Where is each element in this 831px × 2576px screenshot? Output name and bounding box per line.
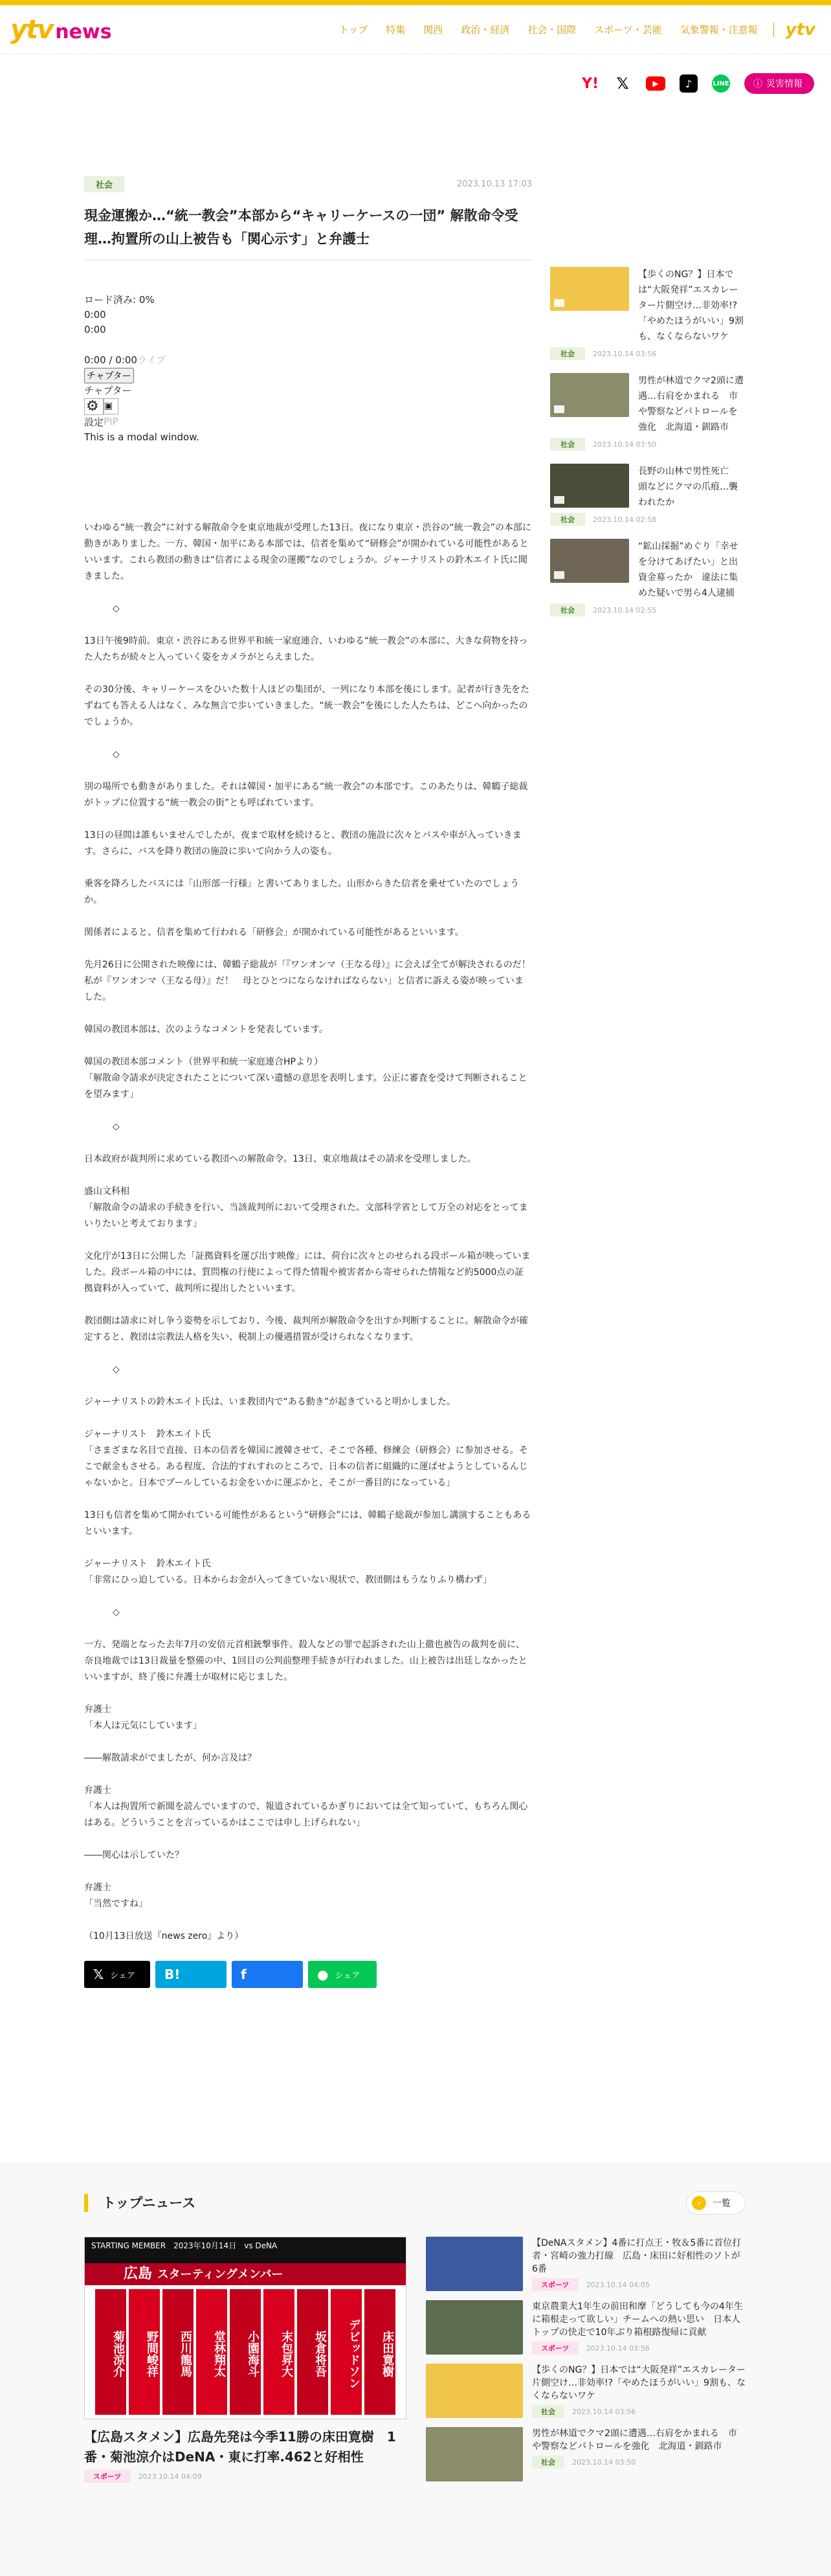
news-date: 2023.10.14 03:56 xyxy=(572,2407,636,2416)
top-news-heading: トップニュース xyxy=(84,2194,195,2212)
news-title: 東京農業大1年生の前田和摩「どうしても今の4年生に箱根走って欲しい」チームへの熱い思い 日本人トップの快走で10年ぶり箱根路復帰に貢献 xyxy=(532,2301,743,2338)
news-title: 【歩くのNG？】日本では“大阪発祥”エスカレーター片側空け…非効率!?「やめたほうがいい」9割も、なくならないワケ xyxy=(532,2365,746,2401)
article-paragraph: 韓国の教団本部コメント（世界平和統一家庭連合HPより） 「解散命令請求が決定されたことについて深い遺憾の意思を表明します。公正に審査を受けて判断されることを望みます」 xyxy=(84,1057,527,1100)
sidebar-article[interactable] xyxy=(550,373,744,451)
article-paragraph: 文化庁が13日に公開した「証拠資料を運び出す映像」には、荷台に次々とのせられる段ボール箱が映っていました。段ボール箱の中には、質問権の行使によって得た情報や被害者から寄せられた情報など約5000点の証拠資料が入っていて、裁判所に提出したといいます。 xyxy=(84,1251,531,1294)
sidebar-article-title: 男性が林道でクマ2頭に遭遇…右肩をかまれる 市や警察などパトロールを強化 北海道・釧路市 xyxy=(638,376,744,433)
line-icon: ● xyxy=(317,1967,329,1982)
article-thumbnail xyxy=(550,373,629,417)
ytv-brand-link[interactable]: ytv xyxy=(785,19,815,40)
play-icon xyxy=(554,405,564,413)
section-divider-diamond: ◇ xyxy=(113,1364,120,1375)
pip-icon[interactable]: ▣ xyxy=(104,398,118,414)
lineup-player: 野間峻祥 xyxy=(129,2289,160,2415)
article-paragraph: その30分後、キャリーケースをひいた数十人ほどの集団が、一列になり本部を後にします。記者が行き先をたずねても答える人はなく、みな無言で歩いていきました。“統一教会”を後にした人たちは、どこへ向かったのでしょうか。 xyxy=(84,684,529,727)
article-category-badge[interactable]: 社会 xyxy=(84,176,124,192)
article-paragraph: 弁護士 「本人は拘置所で新聞を読んでいますので、報道されているかぎりにおいては全て知っていて、もちろん関心はある。どういうことを言っているかはここでは申し上げられない」 xyxy=(84,1785,528,1828)
x-icon: 𝕏 xyxy=(93,1967,104,1982)
info-icon: ⓘ xyxy=(753,79,762,89)
modal-window-text: This is a modal window. xyxy=(84,431,199,443)
chapters-label: チャプター xyxy=(84,385,132,396)
top-news-item[interactable] xyxy=(426,2300,746,2355)
article-paragraph: 13日午後9時前。東京・渋谷にある世界平和統一家庭連合、いわゆる“統一教会”の本部に、大きな荷物を持った人たちが続々と入っていく姿をカメラがとらえました。 xyxy=(84,636,528,662)
social-links xyxy=(0,54,831,100)
site-logo[interactable]: ytv news xyxy=(10,14,112,45)
nav-feature[interactable]: 特集 xyxy=(386,24,406,36)
nav-society-international[interactable]: 社会・国際 xyxy=(527,24,577,36)
news-date: 2023.10.14 03:56 xyxy=(586,2344,650,2353)
share-line-button[interactable]: ● シェア xyxy=(308,1961,377,1988)
category-tag[interactable]: 社会 xyxy=(532,2456,564,2469)
category-tag[interactable]: 社会 xyxy=(532,2405,564,2418)
play-icon xyxy=(554,571,564,579)
news-title: 男性が林道でクマ2頭に遭遇…右肩をかまれる 市や警察などパトロールを強化 北海道・釧路市 xyxy=(532,2428,737,2452)
related-sidebar xyxy=(550,100,744,1988)
feature-tag[interactable]: スポーツ xyxy=(84,2470,131,2483)
global-nav xyxy=(330,20,815,40)
article-date: 2023.10.14 03:56 xyxy=(593,349,657,358)
article-paragraph: 13日の昼間は誰もいませんでしたが、夜まで取材を続けると、教団の施設に次々とバスや車が入っていきます。さらに、バスを降り教団の施設に歩いて向かう人の姿も。 xyxy=(84,830,522,857)
line-icon[interactable]: LINE xyxy=(712,74,730,93)
share-hatena-button[interactable] xyxy=(155,1961,227,1988)
share-buttons xyxy=(84,1961,532,1988)
article-paragraph: 韓国の教団本部は、次のようなコメントを発表しています。 xyxy=(84,1024,328,1035)
site-header xyxy=(0,5,831,54)
article-thumbnail xyxy=(550,539,629,583)
news-thumbnail xyxy=(426,2427,523,2481)
news-thumbnail xyxy=(426,2300,523,2355)
facebook-icon: f xyxy=(241,1967,247,1982)
article-date: 2023.10.14 03:50 xyxy=(593,440,657,449)
lineup-player: 末包昇大 xyxy=(263,2289,294,2415)
category-tag[interactable]: スポーツ xyxy=(532,2342,579,2355)
article-paragraph: 弁護士 「本人は元気にしています」 xyxy=(84,1704,202,1731)
article-date: 2023.10.14 02:55 xyxy=(593,605,657,615)
category-tag[interactable]: 社会 xyxy=(550,604,585,616)
article-paragraph: 一方、発端となった去年7月の安倍元首相銃撃事件。殺人などの罪で起訴された山上徹也被告の裁判を前に、奈良地裁では13日裁量を整備の中、1回目の公判前整理手続きが行われました。山上被告は出廷しなかったといいますが、終了後に弁護士が取材に応じました。 xyxy=(84,1640,527,1682)
sidebar-article-title: “鉱山採掘”めぐり「幸せを分けてあげたい」と出資金募ったか 違法に集めた疑いで男ら4人逮捕 xyxy=(638,541,738,598)
settings-gear-icon[interactable]: ⚙ xyxy=(84,398,104,415)
article-paragraph: ――関心は示していた？ xyxy=(84,1850,184,1860)
article-paragraph: 盛山文科相 「解散命令の請求の手続きを行い、当該裁判所において受理された。文部科学省として万全の対応をとってまいりたいと考えております」 xyxy=(84,1186,528,1229)
news-thumbnail xyxy=(426,2237,523,2291)
article-body xyxy=(84,520,540,1945)
chapters-button[interactable]: チャプター xyxy=(84,368,134,383)
top-news-item[interactable] xyxy=(426,2237,746,2291)
share-x-button[interactable]: 𝕏 シェア xyxy=(84,1961,150,1988)
news-date: 2023.10.14 03:50 xyxy=(572,2457,636,2467)
article-main xyxy=(84,100,540,1988)
video-player[interactable] xyxy=(84,277,532,445)
article-paragraph: 教団側は請求に対し争う姿勢を示しており、今後、裁判所が解散命令を出すか判断することに。解散命令が確定すると、教団は宗教法人格を失い、税制上の優遇措置が受けられなくなります。 xyxy=(84,1316,528,1342)
article-paragraph: 先月26日に公開された映像には、韓鶴子総裁が「『ワンオンマ（王なる母）』に会えば全てが解決されるのだ！ 私が『ワンオンマ（王なる母）』だ！ 母とひとつにならなければならない」と信者に訴える姿が映っていました。 xyxy=(84,960,540,1002)
duration: 0:00 xyxy=(84,324,106,335)
article-paragraph: 13日も信者を集めて開かれている可能性があるという“研修会”には、韓鶴子総裁が参加し講演することもあるといいます。 xyxy=(84,1510,531,1537)
news-title: 【DeNAスタメン】4番に打点王・牧＆5番に首位打者・宮崎の強力打線 広島・床田に好相性のソトが6番 xyxy=(532,2238,742,2274)
live-button[interactable]: ライブ xyxy=(137,354,166,366)
x-icon[interactable]: 𝕏 xyxy=(616,74,629,93)
section-divider-diamond: ◇ xyxy=(113,1607,120,1618)
article-thumbnail xyxy=(550,267,629,311)
article-paragraph: 関係者によると、信者を集めて行われる「研修会」が開かれている可能性があるといいます。 xyxy=(84,927,464,938)
play-icon xyxy=(554,496,564,504)
disaster-info-button[interactable]: ⓘ 災害情報 xyxy=(744,73,814,94)
category-tag[interactable]: 社会 xyxy=(550,347,585,360)
time-progress: 0:00 / 0:00 xyxy=(84,354,137,366)
article-paragraph: ジャーナリスト 鈴木エイト氏 「さまざまな名目で直接、日本の信者を韓国に渡韓させて、そこで各種、修練会（研修会）に参加させる。そこで献金もさせる。ある程度、合法的すれすれのところで、日本の信者に組織的に運ばせようとしているんじゃないかと。日本でプールしているお金をいかに運ぶかと、そこが一番目的になっている」 xyxy=(84,1429,528,1488)
lineup-player: 床田寛樹 xyxy=(364,2289,395,2415)
tiktok-icon[interactable]: ♪ xyxy=(680,74,698,93)
section-divider-diamond: ◇ xyxy=(113,604,120,614)
article-paragraph: 乗客を降ろしたバスには「山形部一行様」と書いてありました。山形からきた信者を乗せていたのでしょうか。 xyxy=(84,879,519,905)
yahoo-icon[interactable]: Y! xyxy=(582,75,599,92)
nav-politics-economy[interactable]: 政治・経済 xyxy=(461,24,510,36)
lineup-player: 堂林翔太 xyxy=(196,2289,227,2415)
lineup-player: デビッドソン xyxy=(331,2289,362,2415)
top-news-list xyxy=(426,2237,746,2491)
news-thumbnail xyxy=(426,2364,523,2418)
sidebar-article[interactable] xyxy=(550,267,744,360)
news-date: 2023.10.14 04:05 xyxy=(586,2280,650,2289)
top-news-section xyxy=(0,2163,831,2576)
category-tag[interactable]: 社会 xyxy=(550,438,585,451)
share-facebook-button[interactable] xyxy=(232,1961,303,1988)
article-paragraph: （10月13日放送『news zero』より） xyxy=(84,1931,244,1941)
feature-title: 【広島スタメン】広島先発は今季11勝の床田寛樹 1番・菊池涼介はDeNA・東に打率.462と好相性 xyxy=(84,2429,396,2465)
sidebar-article-title: 【歩くのNG？】日本では“大阪発祥”エスカレーター片側空け…非効率!?「やめたほうがいい」9割も、なくならないワケ xyxy=(638,269,744,342)
arrow-right-icon: › xyxy=(692,2196,706,2210)
article-paragraph: ――解散請求がでましたが、何か言及は？ xyxy=(84,1753,256,1763)
hatena-icon: B! xyxy=(164,1967,181,1982)
current-time: 0:00 xyxy=(84,309,106,321)
sidebar-article[interactable] xyxy=(550,464,744,526)
category-tag[interactable]: スポーツ xyxy=(532,2278,579,2291)
feature-date: 2023.10.14 04:09 xyxy=(138,2472,202,2481)
article-paragraph: ジャーナリスト 鈴木エイト氏 「非常にひっ迫している。日本からお金が入ってきていない現状で、教団側はもうなりふり構わず」 xyxy=(84,1559,492,1585)
section-divider-diamond: ◇ xyxy=(113,749,120,760)
youtube-icon[interactable]: ▶ xyxy=(646,76,665,91)
settings-label: 設定 xyxy=(84,416,104,428)
article-paragraph: 別の場所でも動きがありました。それは韓国・加平にある“統一教会”の本部です。このあたりは、韓鶴子総裁がトップに位置する“統一教会の街”とも呼ばれています。 xyxy=(84,782,528,808)
lineup-player: 西川龍馬 xyxy=(162,2289,194,2415)
feature-article[interactable] xyxy=(84,2237,406,2491)
article-date: 2023.10.13 17:03 xyxy=(456,179,532,189)
lineup-player: 坂倉将吾 xyxy=(297,2289,328,2415)
article-paragraph: 日本政府が裁判所に求めている教団への解散命令。13日、東京地裁はその請求を受理しました。 xyxy=(84,1154,476,1164)
sidebar-article[interactable] xyxy=(550,539,744,616)
top-news-item[interactable] xyxy=(426,2364,746,2418)
article-title: 現金運搬か…“統一教会”本部から“キャリーケースの一団” 解散命令受理…拘置所の山上被告も「関心示す」と弁護士 xyxy=(84,208,518,247)
top-news-item[interactable] xyxy=(426,2427,746,2481)
article-paragraph: いわゆる“統一教会”に対する解散命令を東京地裁が受理した13日。夜になり東京・渋谷の“統一教会”の本部に動きがありました。一方、韓国・加平にある本部では、信者を集めて“研修会”が開かれている可能性があるといいます。これら教団の動きは“信者による現金の運搬”なのでしょうか。ジャーナリストの鈴木エイト氏に聞きました。 xyxy=(84,523,531,582)
nav-top[interactable]: トップ xyxy=(338,24,368,36)
load-status: ロード済み: 0% xyxy=(84,294,155,306)
lineup-player: 菊池涼介 xyxy=(95,2289,126,2415)
article-paragraph: 弁護士 「当然ですね」 xyxy=(84,1882,148,1909)
sidebar-article-title: 長野の山林で男性死亡 頭などにクマの爪痕…襲われたか xyxy=(638,466,738,508)
nav-divider xyxy=(773,23,774,37)
section-divider-diamond: ◇ xyxy=(113,1122,120,1132)
pip-label: PIP xyxy=(104,416,118,427)
article-paragraph: ジャーナリストの鈴木エイト氏は、いま教団内で“ある動き”が起きていると明かしました。 xyxy=(84,1397,456,1407)
top-accent-bar xyxy=(0,0,831,5)
feature-image: STARTING MEMBER 2023年10月14日 vs DeNA 広島 スターティングメンバー 菊池涼介 野間峻祥 西川龍馬 堂林翔太 小園海斗 末包昇大 坂倉将吾 デビッドソン 床田寛樹 xyxy=(84,2237,406,2419)
article-date: 2023.10.14 02:58 xyxy=(593,515,657,524)
category-tag[interactable]: 社会 xyxy=(550,513,585,526)
nav-weather-warnings[interactable]: 気象警報・注意報 xyxy=(680,24,758,36)
nav-sports-entertainment[interactable]: スポーツ・芸能 xyxy=(594,24,662,36)
article-thumbnail xyxy=(550,464,629,508)
view-all-button[interactable]: › 一覧 xyxy=(686,2191,746,2215)
lineup-player: 小園海斗 xyxy=(230,2289,261,2415)
nav-kansai[interactable]: 関西 xyxy=(423,24,443,36)
play-icon xyxy=(554,299,564,307)
